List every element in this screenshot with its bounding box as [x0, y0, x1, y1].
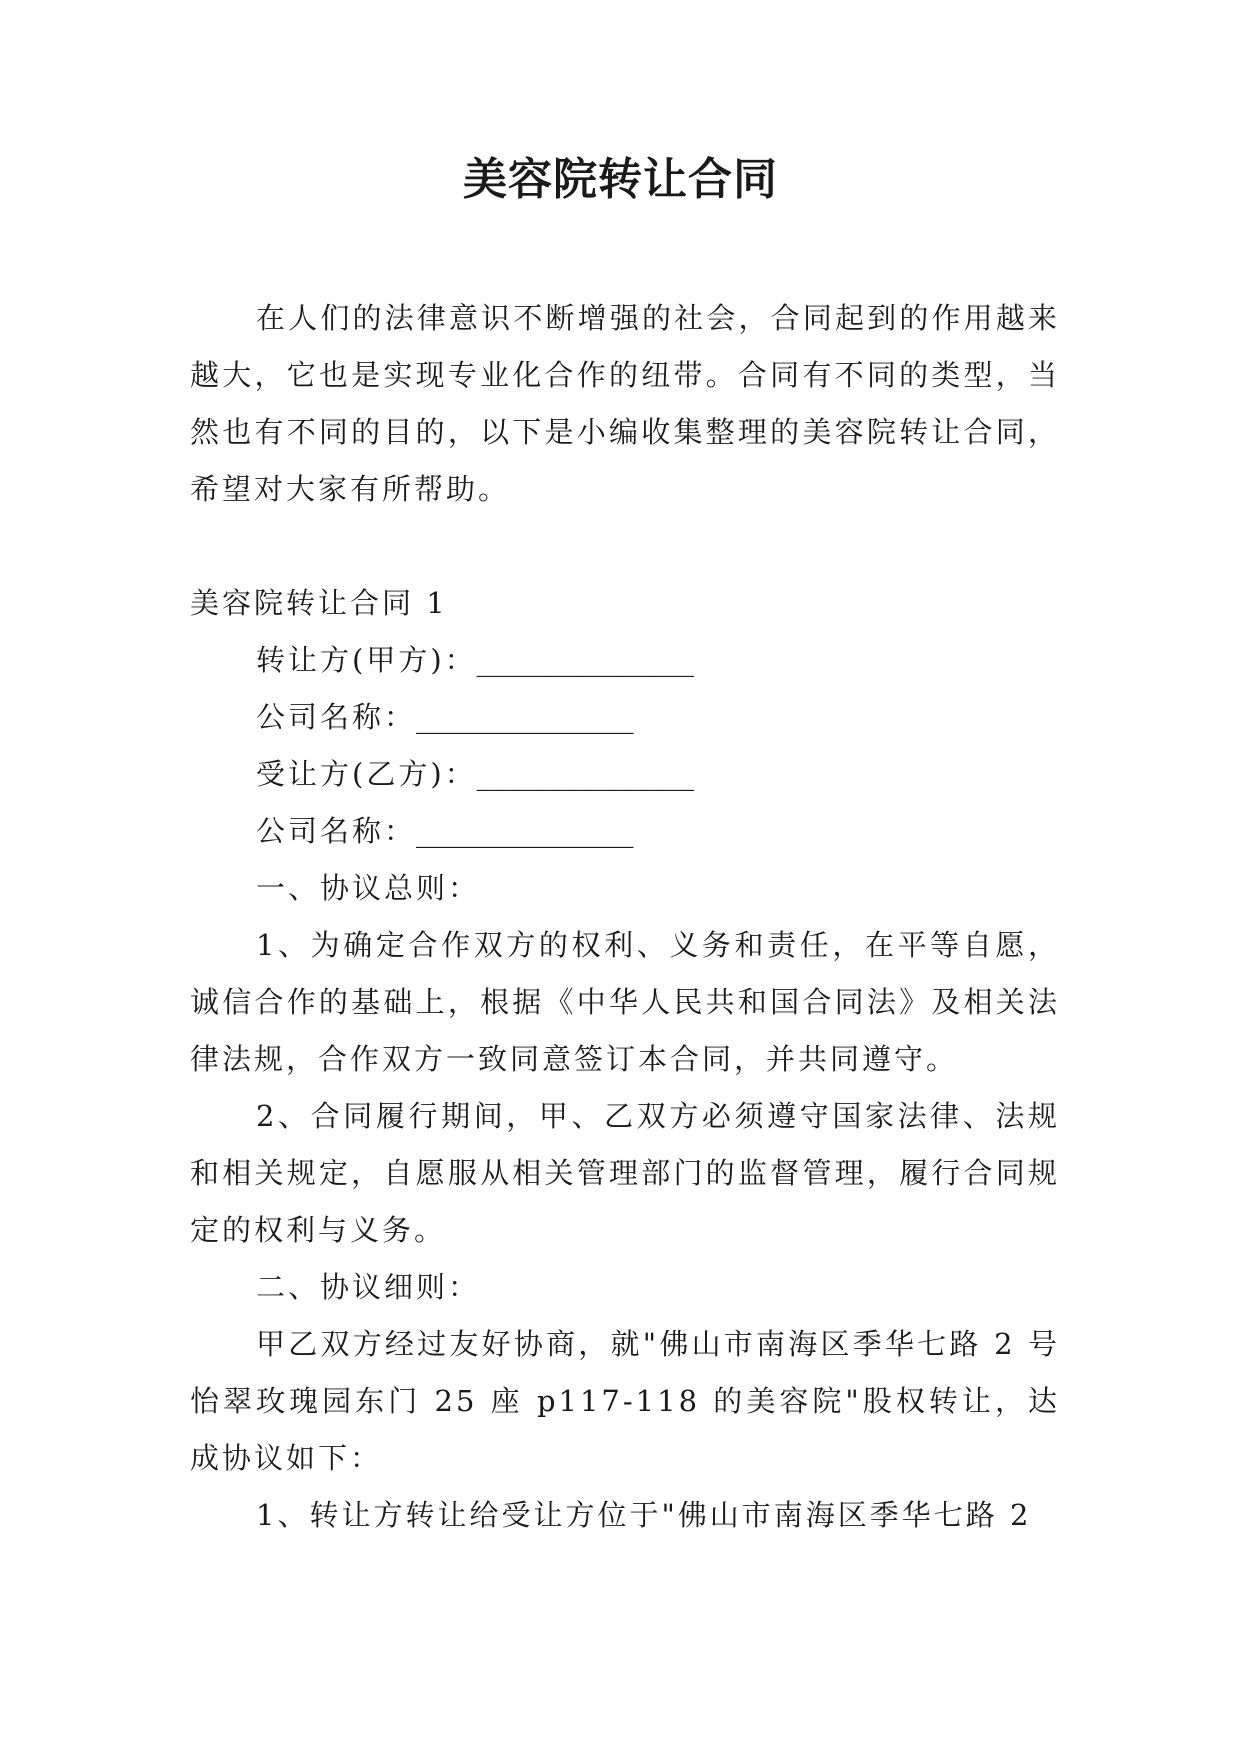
- intro-paragraph: 在人们的法律意识不断增强的社会，合同起到的作用越来越大，它也是实现专业化合作的纽带。合同有不同的类型，当然也有不同的目的，以下是小编收集整理的美容院转让合同，希望对大家有所帮助。: [190, 301, 1060, 506]
- heading-detailed-rules: 二、协议细则：: [256, 1270, 481, 1304]
- heading-general-principles: 一、协议总则：: [256, 871, 481, 905]
- document-body: [190, 290, 1060, 1544]
- field-label: 公司名称：: [256, 700, 417, 734]
- fill-blank: _______________: [416, 700, 634, 734]
- fill-blank: _______________: [476, 757, 695, 791]
- transferor-company-field: [190, 689, 1060, 746]
- field-label: 公司名称：: [256, 814, 417, 848]
- transferor-field: [190, 632, 1060, 689]
- clause-2-intro: 甲乙双方经过友好协商，就"佛山市南海区季华七路 2 号怡翠玫瑰园东门 25 座 p117-118 的美容院"股权转让，达成协议如下：: [190, 1327, 1060, 1475]
- document-title: 美容院转让合同: [463, 154, 778, 205]
- paragraph-gap: [190, 518, 1060, 575]
- transferee-company-field: [190, 803, 1060, 860]
- clause-1-2: 2、合同履行期间，甲、乙双方必须遵守国家法律、法规和相关规定，自愿服从相关管理部门的监督管理，履行合同规定的权利与义务。: [190, 1099, 1060, 1247]
- clause-2-1: 1、转让方转让给受让方位于"佛山市南海区季华七路 2: [256, 1498, 1032, 1532]
- transferee-field: [190, 746, 1060, 803]
- section-title: 美容院转让合同 1: [190, 586, 448, 620]
- clause-1-1: 1、为确定合作双方的权利、义务和责任，在平等自愿，诚信合作的基础上，根据《中华人民共和国合同法》及相关法律法规，合作双方一致同意签订本合同，并共同遵守。: [190, 928, 1060, 1076]
- field-label: 受让方(乙方)：: [256, 757, 477, 791]
- field-label: 转让方(甲方)：: [256, 643, 477, 677]
- fill-blank: _______________: [476, 643, 695, 677]
- fill-blank: _______________: [416, 814, 634, 848]
